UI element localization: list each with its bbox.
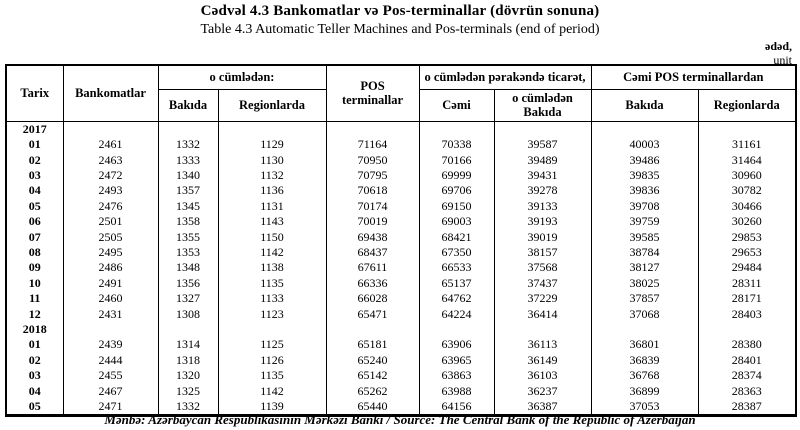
value-cell bbox=[419, 121, 494, 137]
value-cell bbox=[591, 322, 698, 337]
value-cell: 39489 bbox=[494, 153, 591, 168]
col-header-bakida: Bakıda bbox=[158, 90, 218, 122]
value-cell: 1325 bbox=[158, 384, 218, 399]
value-cell: 38157 bbox=[494, 245, 591, 260]
value-cell: 36899 bbox=[591, 384, 698, 399]
period-cell: 07 bbox=[6, 230, 63, 245]
table-row bbox=[6, 291, 796, 306]
value-cell: 67611 bbox=[326, 260, 419, 275]
value-cell: 36149 bbox=[494, 353, 591, 368]
value-cell: 1130 bbox=[218, 153, 326, 168]
value-cell: 2472 bbox=[63, 168, 158, 183]
table-row bbox=[6, 230, 796, 245]
period-cell: 01 bbox=[6, 337, 63, 352]
value-cell: 28171 bbox=[698, 291, 796, 306]
value-cell: 69999 bbox=[419, 168, 494, 183]
year-row bbox=[6, 121, 796, 137]
table-row bbox=[6, 384, 796, 399]
table-row bbox=[6, 307, 796, 322]
value-cell: 36768 bbox=[591, 368, 698, 383]
table-row bbox=[6, 199, 796, 214]
value-cell bbox=[326, 322, 419, 337]
value-cell: 67350 bbox=[419, 245, 494, 260]
value-cell: 1340 bbox=[158, 168, 218, 183]
value-cell: 37568 bbox=[494, 260, 591, 275]
value-cell: 64156 bbox=[419, 399, 494, 416]
value-cell: 39587 bbox=[494, 137, 591, 152]
table-row bbox=[6, 153, 796, 168]
value-cell: 63988 bbox=[419, 384, 494, 399]
value-cell: 40003 bbox=[591, 137, 698, 152]
period-cell: 01 bbox=[6, 137, 63, 152]
value-cell: 28403 bbox=[698, 307, 796, 322]
value-cell: 66336 bbox=[326, 276, 419, 291]
value-cell: 1348 bbox=[158, 260, 218, 275]
value-cell: 70174 bbox=[326, 199, 419, 214]
value-cell: 38127 bbox=[591, 260, 698, 275]
value-cell: 1143 bbox=[218, 214, 326, 229]
period-cell: 02 bbox=[6, 153, 63, 168]
value-cell: 2505 bbox=[63, 230, 158, 245]
value-cell bbox=[158, 322, 218, 337]
value-cell: 66533 bbox=[419, 260, 494, 275]
table-header bbox=[6, 65, 796, 121]
value-cell bbox=[698, 322, 796, 337]
value-cell: 1142 bbox=[218, 245, 326, 260]
col-header-o-cumleden-bakida: o cümlədən Bakıda bbox=[494, 90, 591, 122]
value-cell: 70338 bbox=[419, 137, 494, 152]
value-cell: 36414 bbox=[494, 307, 591, 322]
source-note: Mənbə: Azərbaycan Respublikasının Mərkəzi Bankı / Source: The Central Bank of the Republic of Azerbaijan bbox=[104, 412, 696, 427]
value-cell: 69150 bbox=[419, 199, 494, 214]
value-cell: 66028 bbox=[326, 291, 419, 306]
value-cell: 28374 bbox=[698, 368, 796, 383]
table-body bbox=[6, 121, 796, 416]
value-cell: 70950 bbox=[326, 153, 419, 168]
value-cell: 37857 bbox=[591, 291, 698, 306]
col-header-pos-regionlarda: Regionlarda bbox=[698, 90, 796, 122]
value-cell: 2501 bbox=[63, 214, 158, 229]
value-cell bbox=[494, 322, 591, 337]
value-cell: 71164 bbox=[326, 137, 419, 152]
table-row bbox=[6, 353, 796, 368]
value-cell: 1132 bbox=[218, 168, 326, 183]
value-cell: 64762 bbox=[419, 291, 494, 306]
period-cell: 05 bbox=[6, 399, 63, 416]
value-cell bbox=[218, 121, 326, 137]
value-cell: 65137 bbox=[419, 276, 494, 291]
period-cell: 02 bbox=[6, 353, 63, 368]
value-cell: 1133 bbox=[218, 291, 326, 306]
value-cell: 1308 bbox=[158, 307, 218, 322]
table-row bbox=[6, 168, 796, 183]
value-cell: 37053 bbox=[591, 399, 698, 416]
page-title-az: Cədvəl 4.3 Bankomatlar və Pos-terminallar (dövrün sonuna) bbox=[200, 3, 600, 19]
value-cell: 2455 bbox=[63, 368, 158, 383]
value-cell: 1125 bbox=[218, 337, 326, 352]
value-cell: 31161 bbox=[698, 137, 796, 152]
value-cell: 30466 bbox=[698, 199, 796, 214]
value-cell: 1345 bbox=[158, 199, 218, 214]
value-cell: 65471 bbox=[326, 307, 419, 322]
value-cell: 64224 bbox=[419, 307, 494, 322]
value-cell: 63863 bbox=[419, 368, 494, 383]
value-cell: 2444 bbox=[63, 353, 158, 368]
value-cell bbox=[419, 322, 494, 337]
value-cell: 1332 bbox=[158, 399, 218, 416]
value-cell: 69706 bbox=[419, 183, 494, 198]
unit-label-az: ədəd, bbox=[765, 39, 792, 53]
col-group-retail: o cümlədən pərakəndə ticarət, bbox=[419, 65, 591, 90]
value-cell: 2460 bbox=[63, 291, 158, 306]
table-row bbox=[6, 260, 796, 275]
value-cell: 28387 bbox=[698, 399, 796, 416]
value-cell: 28363 bbox=[698, 384, 796, 399]
value-cell: 39836 bbox=[591, 183, 698, 198]
value-cell: 2471 bbox=[63, 399, 158, 416]
value-cell: 1332 bbox=[158, 137, 218, 152]
table-row bbox=[6, 183, 796, 198]
col-header-pos-terminallar: POS terminallar bbox=[326, 65, 419, 121]
value-cell: 65440 bbox=[326, 399, 419, 416]
value-cell: 36103 bbox=[494, 368, 591, 383]
value-cell: 1126 bbox=[218, 353, 326, 368]
value-cell: 39193 bbox=[494, 214, 591, 229]
value-cell: 36801 bbox=[591, 337, 698, 352]
value-cell: 1123 bbox=[218, 307, 326, 322]
value-cell: 39708 bbox=[591, 199, 698, 214]
value-cell: 1357 bbox=[158, 183, 218, 198]
value-cell bbox=[158, 121, 218, 137]
value-cell: 68421 bbox=[419, 230, 494, 245]
value-cell: 1129 bbox=[218, 137, 326, 152]
value-cell: 1142 bbox=[218, 384, 326, 399]
header-row-1 bbox=[6, 65, 796, 90]
value-cell: 2476 bbox=[63, 199, 158, 214]
period-cell: 04 bbox=[6, 183, 63, 198]
value-cell: 69003 bbox=[419, 214, 494, 229]
value-cell: 1353 bbox=[158, 245, 218, 260]
period-cell: 11 bbox=[6, 291, 63, 306]
col-group-o-cumleden: o cümlədən: bbox=[158, 65, 326, 90]
value-cell: 30782 bbox=[698, 183, 796, 198]
period-cell: 03 bbox=[6, 368, 63, 383]
table-row bbox=[6, 368, 796, 383]
value-cell: 29484 bbox=[698, 260, 796, 275]
value-cell: 65262 bbox=[326, 384, 419, 399]
value-cell: 39278 bbox=[494, 183, 591, 198]
value-cell: 1138 bbox=[218, 260, 326, 275]
value-cell: 38784 bbox=[591, 245, 698, 260]
value-cell: 2439 bbox=[63, 337, 158, 352]
value-cell: 36113 bbox=[494, 337, 591, 352]
value-cell: 70019 bbox=[326, 214, 419, 229]
unit-label-en: unit bbox=[773, 52, 792, 67]
table-row bbox=[6, 137, 796, 152]
value-cell: 1150 bbox=[218, 230, 326, 245]
table-row bbox=[6, 245, 796, 260]
value-cell: 29853 bbox=[698, 230, 796, 245]
value-cell: 39133 bbox=[494, 199, 591, 214]
value-cell bbox=[326, 121, 419, 137]
value-cell: 31464 bbox=[698, 153, 796, 168]
value-cell: 1318 bbox=[158, 353, 218, 368]
value-cell: 37229 bbox=[494, 291, 591, 306]
value-cell: 69438 bbox=[326, 230, 419, 245]
period-cell: 04 bbox=[6, 384, 63, 399]
value-cell: 36387 bbox=[494, 399, 591, 416]
value-cell: 63965 bbox=[419, 353, 494, 368]
value-cell: 70795 bbox=[326, 168, 419, 183]
value-cell: 1135 bbox=[218, 368, 326, 383]
value-cell: 39585 bbox=[591, 230, 698, 245]
value-cell: 2486 bbox=[63, 260, 158, 275]
table-row bbox=[6, 276, 796, 291]
value-cell bbox=[591, 121, 698, 137]
value-cell: 39019 bbox=[494, 230, 591, 245]
value-cell: 2461 bbox=[63, 137, 158, 152]
value-cell: 2493 bbox=[63, 183, 158, 198]
value-cell: 2467 bbox=[63, 384, 158, 399]
period-cell: 2017 bbox=[6, 121, 63, 137]
col-header-cemi: Cəmi bbox=[419, 90, 494, 122]
value-cell: 28380 bbox=[698, 337, 796, 352]
col-header-bankomatlar: Bankomatlar bbox=[63, 65, 158, 121]
year-row bbox=[6, 322, 796, 337]
table-row bbox=[6, 337, 796, 352]
value-cell: 1136 bbox=[218, 183, 326, 198]
value-cell: 39835 bbox=[591, 168, 698, 183]
value-cell bbox=[63, 322, 158, 337]
period-cell: 10 bbox=[6, 276, 63, 291]
period-cell: 03 bbox=[6, 168, 63, 183]
value-cell: 2491 bbox=[63, 276, 158, 291]
value-cell: 30960 bbox=[698, 168, 796, 183]
period-cell: 09 bbox=[6, 260, 63, 275]
value-cell: 65181 bbox=[326, 337, 419, 352]
value-cell: 28311 bbox=[698, 276, 796, 291]
value-cell: 30260 bbox=[698, 214, 796, 229]
value-cell bbox=[63, 121, 158, 137]
value-cell: 63906 bbox=[419, 337, 494, 352]
value-cell: 37068 bbox=[591, 307, 698, 322]
value-cell: 36839 bbox=[591, 353, 698, 368]
value-cell: 1356 bbox=[158, 276, 218, 291]
value-cell bbox=[698, 121, 796, 137]
value-cell: 1139 bbox=[218, 399, 326, 416]
value-cell: 39431 bbox=[494, 168, 591, 183]
value-cell: 1314 bbox=[158, 337, 218, 352]
value-cell: 68437 bbox=[326, 245, 419, 260]
value-cell: 29653 bbox=[698, 245, 796, 260]
value-cell: 1135 bbox=[218, 276, 326, 291]
value-cell: 1327 bbox=[158, 291, 218, 306]
value-cell: 70166 bbox=[419, 153, 494, 168]
value-cell: 2495 bbox=[63, 245, 158, 260]
table-row bbox=[6, 214, 796, 229]
value-cell: 1355 bbox=[158, 230, 218, 245]
col-header-regionlarda: Regionlarda bbox=[218, 90, 326, 122]
value-cell: 65240 bbox=[326, 353, 419, 368]
value-cell bbox=[218, 322, 326, 337]
value-cell: 28401 bbox=[698, 353, 796, 368]
value-cell: 1131 bbox=[218, 199, 326, 214]
value-cell: 36237 bbox=[494, 384, 591, 399]
period-cell: 2018 bbox=[6, 322, 63, 337]
col-header-pos-bakida: Bakıda bbox=[591, 90, 698, 122]
col-header-tarix: Tarix bbox=[6, 65, 63, 121]
value-cell: 1320 bbox=[158, 368, 218, 383]
period-cell: 08 bbox=[6, 245, 63, 260]
page-title-en: Table 4.3 Automatic Teller Machines and Pos-terminals (end of period) bbox=[200, 22, 600, 37]
col-group-cemi-pos: Cəmi POS terminallardan bbox=[591, 65, 796, 90]
period-cell: 06 bbox=[6, 214, 63, 229]
value-cell: 39486 bbox=[591, 153, 698, 168]
value-cell: 39759 bbox=[591, 214, 698, 229]
period-cell: 05 bbox=[6, 199, 63, 214]
period-cell: 12 bbox=[6, 307, 63, 322]
value-cell: 38025 bbox=[591, 276, 698, 291]
value-cell bbox=[494, 121, 591, 137]
value-cell: 65142 bbox=[326, 368, 419, 383]
value-cell: 1358 bbox=[158, 214, 218, 229]
value-cell: 70618 bbox=[326, 183, 419, 198]
value-cell: 2431 bbox=[63, 307, 158, 322]
value-cell: 37437 bbox=[494, 276, 591, 291]
value-cell: 2463 bbox=[63, 153, 158, 168]
atm-pos-table bbox=[5, 64, 797, 417]
value-cell: 1333 bbox=[158, 153, 218, 168]
